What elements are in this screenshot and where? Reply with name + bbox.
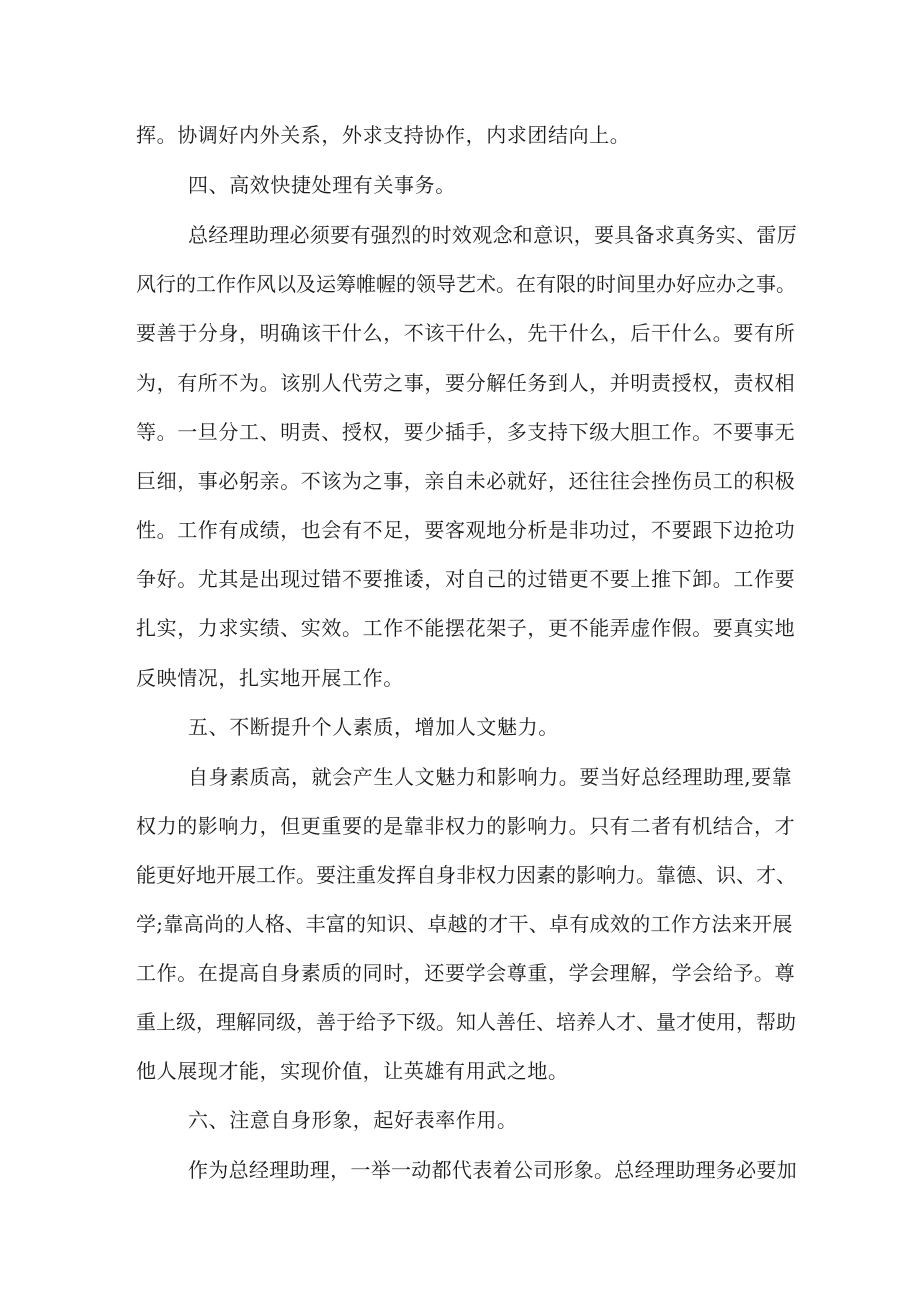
text-line: 挥。协调好内外关系，外求支持协作，内求团结向上。	[136, 123, 631, 147]
text-line: 性。工作有成绩，也会有不足，要客观地分析是非功过，不要跟下边抢功	[136, 518, 796, 542]
text-line: 等。一旦分工、明责、授权，要少插手，多支持下级大胆工作。不要事无	[136, 420, 796, 444]
text-line: 作为总经理助理，一举一动都代表着公司形象。总经理助理务必要加	[188, 1158, 797, 1182]
text-line: 学;靠高尚的人格、丰富的知识、卓越的才干、卓有成效的工作方法来开展	[136, 912, 793, 936]
text-line: 巨细，事必躬亲。不该为之事，亲自未必就好，还往往会挫伤员工的积极	[136, 469, 796, 493]
section-heading: 四、高效快捷处理有关事务。	[188, 173, 456, 197]
text-line: 要善于分身，明确该干什么，不该干什么，先干什么，后干什么。要有所	[136, 321, 796, 345]
text-line: 总经理助理必须要有强烈的时效观念和意识，要具备求真务实、雷厉	[188, 223, 797, 247]
text-line: 反映情况，扎实地开展工作。	[136, 666, 404, 690]
text-line: 为，有所不为。该别人代劳之事，要分解任务到人，并明责授权，责权相	[136, 371, 796, 395]
text-line: 重上级，理解同级，善于给予下级。知人善任、培养人才、量才使用，帮助	[136, 1010, 796, 1034]
section-heading: 五、不断提升个人素质，增加人文魅力。	[188, 715, 559, 739]
text-line: 争好。尤其是出现过错不要推诿，对自己的过错更不要上推下卸。工作要	[136, 567, 796, 591]
text-line: 风行的工作作风以及运筹帷幄的领导艺术。在有限的时间里办好应办之事。	[136, 272, 796, 296]
text-line: 他人展现才能，实现价值，让英雄有用武之地。	[136, 1059, 569, 1083]
text-line: 权力的影响力，但更重要的是靠非权力的影响力。只有二者有机结合，才	[136, 814, 796, 838]
text-line: 能更好地开展工作。要注重发挥自身非权力因素的影响力。靠德、识、才、	[136, 863, 796, 887]
text-line: 自身素质高，就会产生人文魅力和影响力。要当好总经理助理,要靠	[188, 765, 793, 789]
text-line: 扎实，力求实绩、实效。工作不能摆花架子，更不能弄虚作假。要真实地	[136, 616, 796, 640]
section-heading: 六、注意自身形象，起好表率作用。	[188, 1108, 518, 1132]
text-line: 工作。在提高自身素质的同时，还要学会尊重，学会理解，学会给予。尊	[136, 961, 796, 985]
